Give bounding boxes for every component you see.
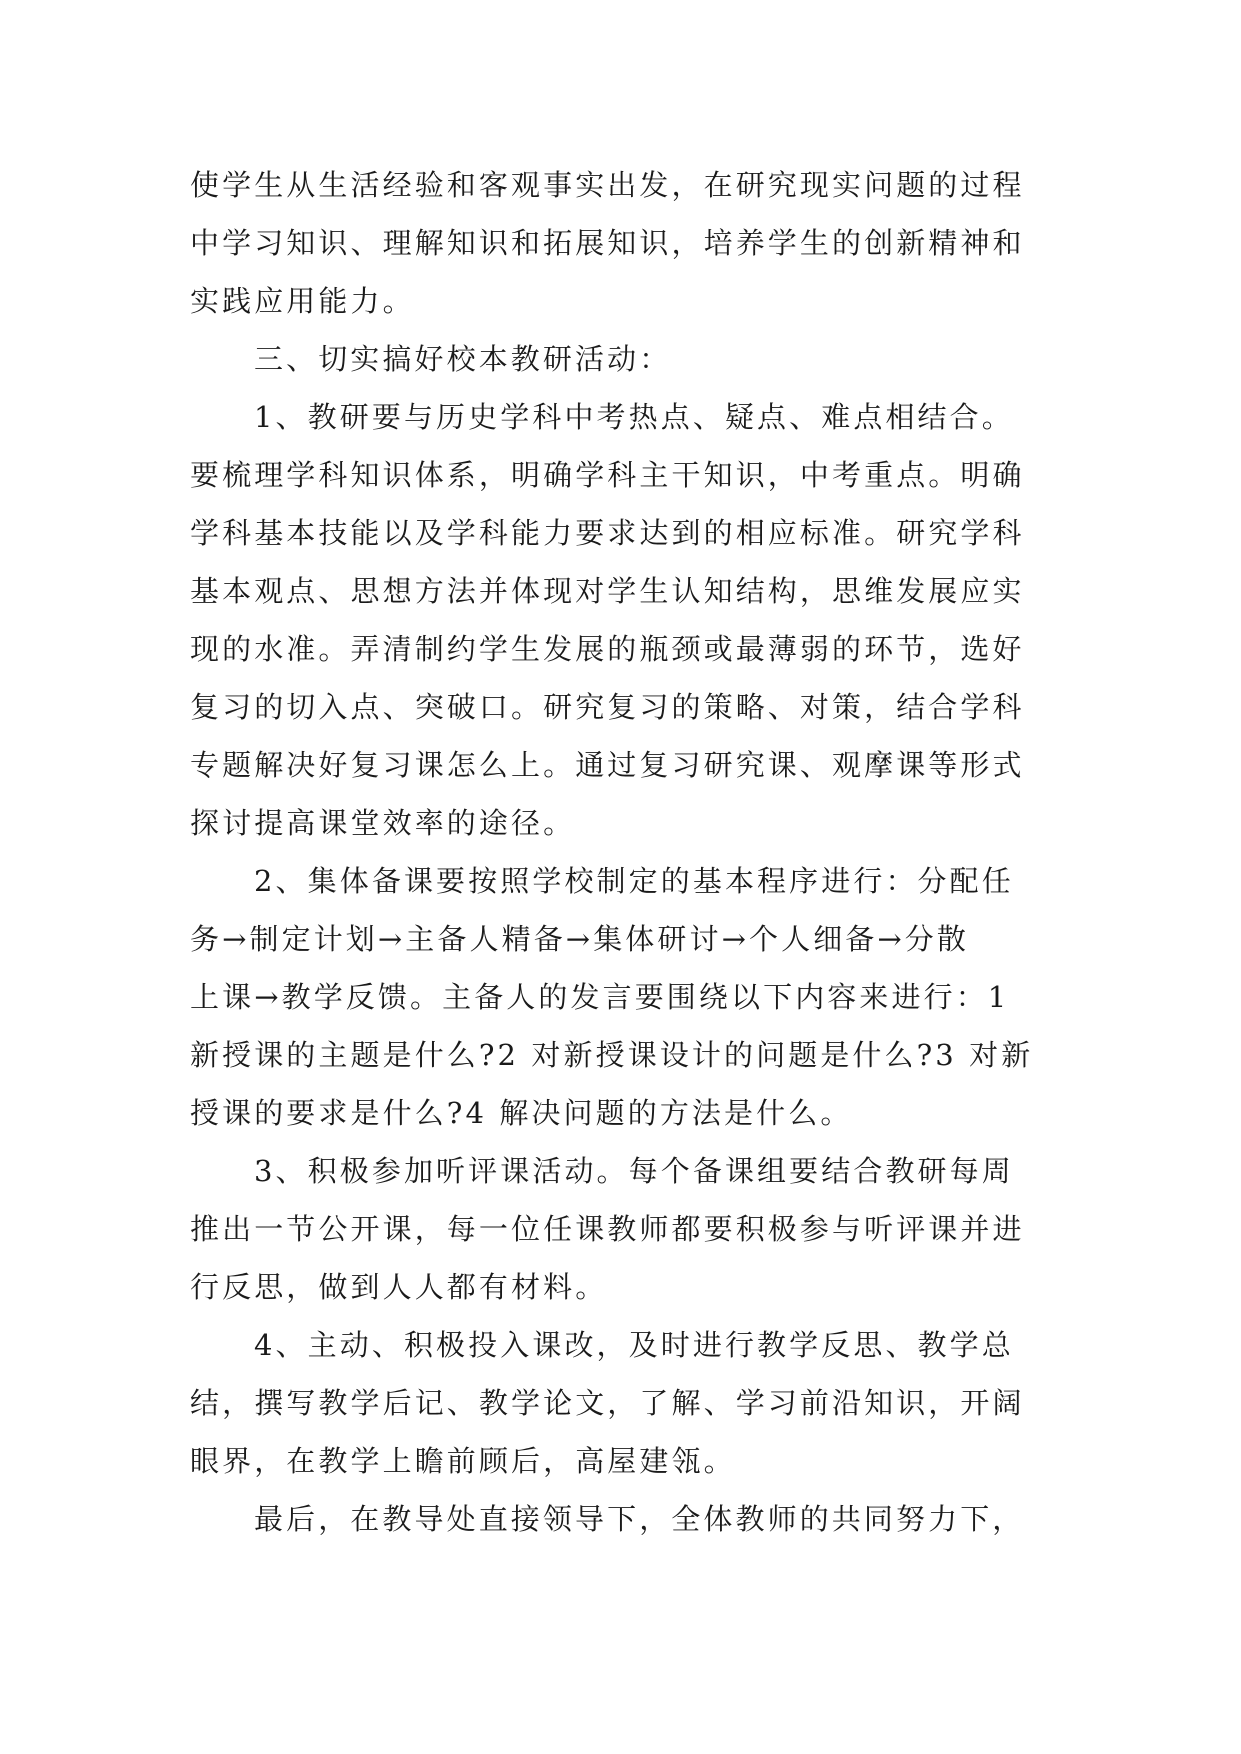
paragraph-intro-continuation (190, 156, 1056, 330)
text-line: 探讨提高课堂效率的途径。 (190, 806, 576, 840)
text-line: 4、主动、积极投入课改，及时进行教学反思、教学总 (254, 1328, 1014, 1362)
heading-line: 三、切实搞好校本教研活动： (254, 342, 672, 376)
text-line: 最后，在教导处直接领导下，全体教师的共同努力下， (254, 1502, 1025, 1536)
text-line: 行反思，做到人人都有材料。 (190, 1270, 608, 1304)
text-line: 授课的要求是什么?4 解决问题的方法是什么。 (190, 1096, 853, 1130)
text-line: 上课→教学反馈。主备人的发言要围绕以下内容来进行：1 (190, 980, 1010, 1014)
text-line: 学科基本技能以及学科能力要求达到的相应标准。研究学科 (190, 516, 1025, 550)
text-line: 3、积极参加听评课活动。每个备课组要结合教研每周 (254, 1154, 1014, 1188)
text-line: 中学习知识、理解知识和拓展知识，培养学生的创新精神和 (190, 226, 1025, 260)
text-line: 务→制定计划→主备人精备→集体研讨→个人细备→分散 (190, 922, 969, 956)
text-line: 现的水准。弄清制约学生发展的瓶颈或最薄弱的环节，选好 (190, 632, 1025, 666)
text-line: 1、教研要与历史学科中考热点、疑点、难点相结合。 (254, 400, 1014, 434)
section-heading-3 (190, 330, 1056, 388)
text-line: 使学生从生活经验和客观事实出发，在研究现实问题的过程 (190, 168, 1025, 202)
text-line: 要梳理学科知识体系，明确学科主干知识，中考重点。明确 (190, 458, 1025, 492)
text-line: 2、集体备课要按照学校制定的基本程序进行：分配任 (254, 864, 1014, 898)
text-line: 推出一节公开课，每一位任课教师都要积极参与听评课并进 (190, 1212, 1025, 1246)
document-body (190, 156, 1056, 1548)
paragraph-closing (190, 1490, 1056, 1548)
paragraph-item-3 (190, 1142, 1056, 1316)
text-line: 结，撰写教学后记、教学论文，了解、学习前沿知识，开阔 (190, 1386, 1025, 1420)
text-line: 复习的切入点、突破口。研究复习的策略、对策，结合学科 (190, 690, 1025, 724)
text-line: 基本观点、思想方法并体现对学生认知结构，思维发展应实 (190, 574, 1025, 608)
text-line: 专题解决好复习课怎么上。通过复习研究课、观摩课等形式 (190, 748, 1025, 782)
paragraph-item-1 (190, 388, 1056, 852)
text-line: 实践应用能力。 (190, 284, 415, 318)
paragraph-item-4 (190, 1316, 1056, 1490)
paragraph-item-2 (190, 852, 1056, 1142)
text-line: 眼界，在教学上瞻前顾后，高屋建瓴。 (190, 1444, 736, 1478)
text-line: 新授课的主题是什么?2 对新授课设计的问题是什么?3 对新 (190, 1038, 1034, 1072)
